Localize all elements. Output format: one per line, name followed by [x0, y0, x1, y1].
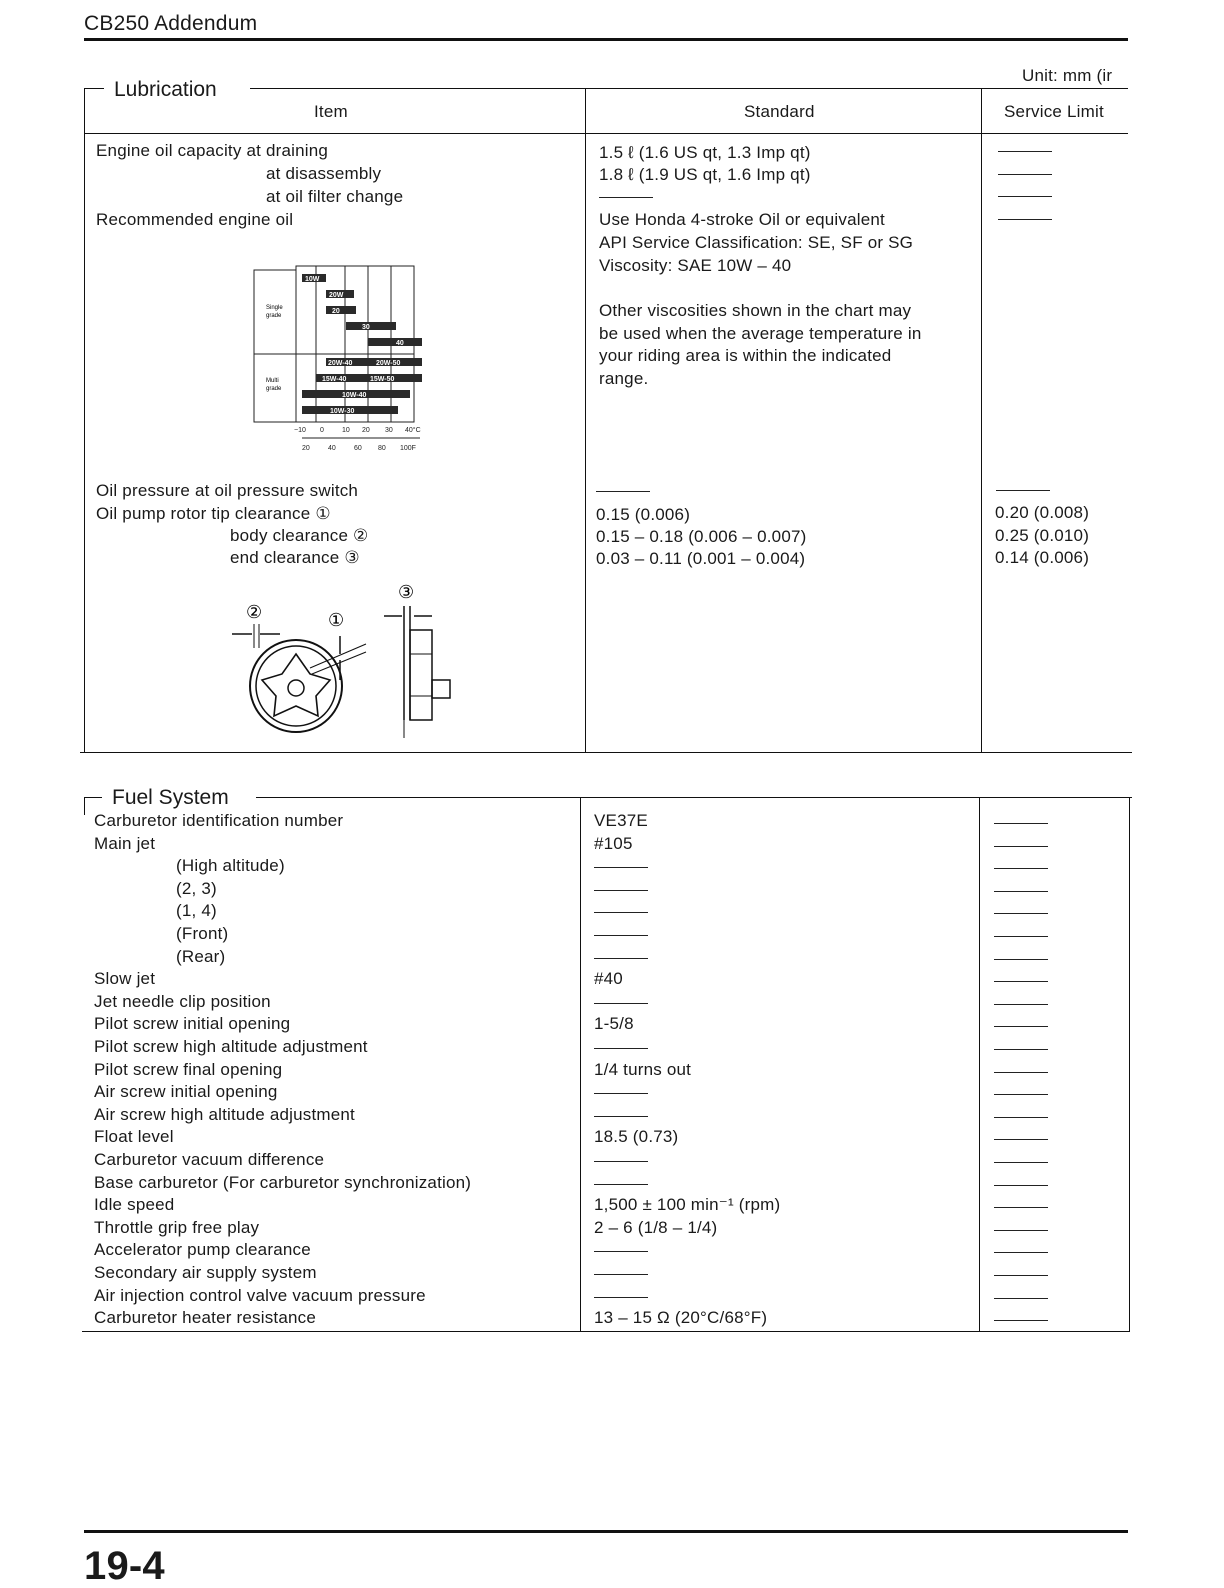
fuel-item: Base carburetor (For carburetor synchronization) — [94, 1173, 472, 1192]
oil-note: your riding area is within the indicated — [599, 346, 892, 365]
fuel-standard-dash — [594, 912, 648, 913]
fahrenheit-tick: 100F — [400, 445, 416, 452]
fuel-standard: 1,500 ± 100 min⁻¹ (rpm) — [594, 1195, 781, 1214]
col-header-item: Item — [314, 102, 348, 121]
lub-item: Recommended engine oil — [96, 210, 294, 229]
callout-end-clearance: ③ — [398, 582, 415, 602]
lub-item: end clearance ③ — [230, 548, 360, 567]
fuel-standard-dash — [594, 1161, 648, 1162]
single-grade-label: grade — [266, 313, 282, 319]
fuel-item: (2, 3) — [176, 879, 217, 898]
fuel-item: Air injection control valve vacuum pressure — [94, 1286, 426, 1305]
fuel-limit-dash — [994, 1139, 1048, 1140]
unit-note: Unit: mm (ir — [1022, 66, 1113, 85]
fuel-standard-dash — [594, 1093, 648, 1094]
fuel-standard: #40 — [594, 969, 623, 988]
bar-label: 10W-30 — [330, 408, 355, 415]
bar-label: 10W — [305, 276, 320, 283]
fuel-standard-dash — [594, 1274, 648, 1275]
fuel-item: Pilot screw final opening — [94, 1060, 283, 1079]
fuel-limit-dash — [994, 846, 1048, 847]
oil-note: be used when the average temperature in — [599, 324, 922, 343]
lub-item: at disassembly — [266, 164, 382, 183]
page-number: 19-4 — [84, 1544, 165, 1588]
bar-label: 20 — [332, 308, 340, 315]
fuel-limit-dash — [994, 823, 1048, 824]
fuel-standard: VE37E — [594, 811, 648, 830]
lub-limit: 0.25 (0.010) — [995, 526, 1090, 545]
fuel-item: (1, 4) — [176, 901, 217, 920]
fuel-standard-dash — [594, 1184, 648, 1185]
fuel-title: Fuel System — [104, 786, 237, 810]
fuel-limit-dash — [994, 1049, 1048, 1050]
oil-note: Other viscosities shown in the chart may — [599, 301, 912, 320]
fuel-limit-dash — [994, 1275, 1048, 1276]
lubrication-title: Lubrication — [106, 78, 225, 102]
fuel-standard: #105 — [594, 834, 633, 853]
fuel-standard: 2 – 6 (1/8 – 1/4) — [594, 1218, 718, 1237]
fuel-item: (High altitude) — [176, 856, 285, 875]
fuel-limit-dash — [994, 1185, 1048, 1186]
fuel-standard: 1/4 turns out — [594, 1060, 692, 1079]
multi-grade-label: Multi — [266, 378, 279, 384]
page-title: CB250 Addendum — [84, 12, 258, 35]
callout-tip-clearance: ① — [328, 610, 345, 630]
lub-item: Engine oil capacity at draining — [96, 141, 329, 160]
celsius-tick: 40°C — [405, 427, 421, 434]
fuel-limit-dash — [994, 1072, 1048, 1073]
lub-standard: 0.15 – 0.18 (0.006 – 0.007) — [596, 527, 807, 546]
fuel-standard: 1-5/8 — [594, 1014, 634, 1033]
fuel-limit-dash — [994, 1207, 1048, 1208]
multi-grade-label: grade — [266, 386, 282, 392]
bar-label: 15W-40 — [322, 376, 347, 383]
bar-label: 20W — [329, 292, 344, 299]
col-header-standard: Standard — [744, 102, 815, 121]
fuel-limit-dash — [994, 959, 1048, 960]
fuel-item: Air screw high altitude adjustment — [94, 1105, 355, 1124]
fuel-limit-dash — [994, 1094, 1048, 1095]
fuel-standard-dash — [594, 867, 648, 868]
fuel-item: Float level — [94, 1127, 174, 1146]
fuel-item: Accelerator pump clearance — [94, 1240, 311, 1259]
lub-limit: 0.14 (0.006) — [995, 548, 1090, 567]
fuel-limit-dash — [994, 1252, 1048, 1253]
lub-standard: 1.8 ℓ (1.9 US qt, 1.6 Imp qt) — [599, 165, 811, 184]
celsius-tick: 30 — [385, 427, 393, 434]
fuel-standard-dash — [594, 1251, 648, 1252]
fuel-limit-dash — [994, 1026, 1048, 1027]
fahrenheit-tick: 80 — [378, 445, 386, 452]
col-header-limit: Service Limit — [1004, 102, 1104, 121]
lub-standard: 1.5 ℓ (1.6 US qt, 1.3 Imp qt) — [599, 143, 811, 162]
celsius-tick: 10 — [342, 427, 350, 434]
bar-label: 20W-50 — [376, 360, 401, 367]
single-grade-label: Single — [266, 305, 283, 311]
fuel-limit-dash — [994, 1230, 1048, 1231]
fuel-standard-dash — [594, 958, 648, 959]
fuel-limit-dash — [994, 868, 1048, 869]
fuel-item: Carburetor vacuum difference — [94, 1150, 325, 1169]
fuel-item: Pilot screw initial opening — [94, 1014, 291, 1033]
fuel-item: Slow jet — [94, 969, 156, 988]
fuel-limit-dash — [994, 1320, 1048, 1321]
fuel-limit-dash — [994, 1004, 1048, 1005]
fuel-standard-dash — [594, 1116, 648, 1117]
lub-item: Oil pressure at oil pressure switch — [96, 481, 359, 500]
fahrenheit-tick: 60 — [354, 445, 362, 452]
fuel-limit-dash — [994, 981, 1048, 982]
fuel-standard-dash — [594, 1297, 648, 1298]
bar-label: 20W-40 — [328, 360, 353, 367]
lub-item: at oil filter change — [266, 187, 404, 206]
lub-standard: 0.03 – 0.11 (0.001 – 0.004) — [596, 549, 806, 568]
oil-note: range. — [599, 369, 649, 388]
bar-label: 10W-40 — [342, 392, 367, 399]
fuel-item: Air screw initial opening — [94, 1082, 278, 1101]
fuel-item: (Rear) — [176, 947, 226, 966]
fahrenheit-tick: 40 — [328, 445, 336, 452]
fuel-item: Throttle grip free play — [94, 1218, 260, 1237]
fuel-standard-dash — [594, 1003, 648, 1004]
fahrenheit-tick: 20 — [302, 445, 310, 452]
fuel-item: Jet needle clip position — [94, 992, 271, 1011]
celsius-tick: 0 — [320, 427, 324, 434]
bar-label: 40 — [396, 340, 404, 347]
fuel-limit-dash — [994, 1298, 1048, 1299]
fuel-limit-dash — [994, 1162, 1048, 1163]
fuel-item: (Front) — [176, 924, 229, 943]
lub-item: body clearance ② — [230, 526, 369, 545]
bar-label: 15W-50 — [370, 376, 395, 383]
fuel-item: Carburetor heater resistance — [94, 1308, 316, 1327]
lub-item: Oil pump rotor tip clearance ① — [96, 504, 331, 523]
lub-standard: 0.15 (0.006) — [596, 505, 691, 524]
lub-standard: Use Honda 4-stroke Oil or equivalent — [599, 210, 885, 229]
fuel-item: Carburetor identification number — [94, 811, 344, 830]
fuel-limit-dash — [994, 891, 1048, 892]
fuel-standard-dash — [594, 1048, 648, 1049]
celsius-tick: 20 — [362, 427, 370, 434]
oil-note: Viscosity: SAE 10W – 40 — [599, 256, 792, 275]
fuel-item: Idle speed — [94, 1195, 175, 1214]
fuel-limit-dash — [994, 1117, 1048, 1118]
fuel-standard-dash — [594, 890, 648, 891]
fuel-limit-dash — [994, 936, 1048, 937]
fuel-standard: 13 – 15 Ω (20°C/68°F) — [594, 1308, 768, 1327]
footer-rule — [84, 1530, 1128, 1533]
callout-body-clearance: ② — [246, 602, 263, 622]
oil-note: API Service Classification: SE, SF or SG — [599, 233, 914, 252]
fuel-item: Secondary air supply system — [94, 1263, 317, 1282]
lub-limit: 0.20 (0.008) — [995, 503, 1090, 522]
fuel-limit-dash — [994, 913, 1048, 914]
fuel-item: Pilot screw high altitude adjustment — [94, 1037, 368, 1056]
fuel-item: Main jet — [94, 834, 156, 853]
fuel-standard: 18.5 (0.73) — [594, 1127, 679, 1146]
fuel-standard-dash — [594, 935, 648, 936]
bar-label: 30 — [362, 324, 370, 331]
celsius-tick: −10 — [294, 427, 306, 434]
